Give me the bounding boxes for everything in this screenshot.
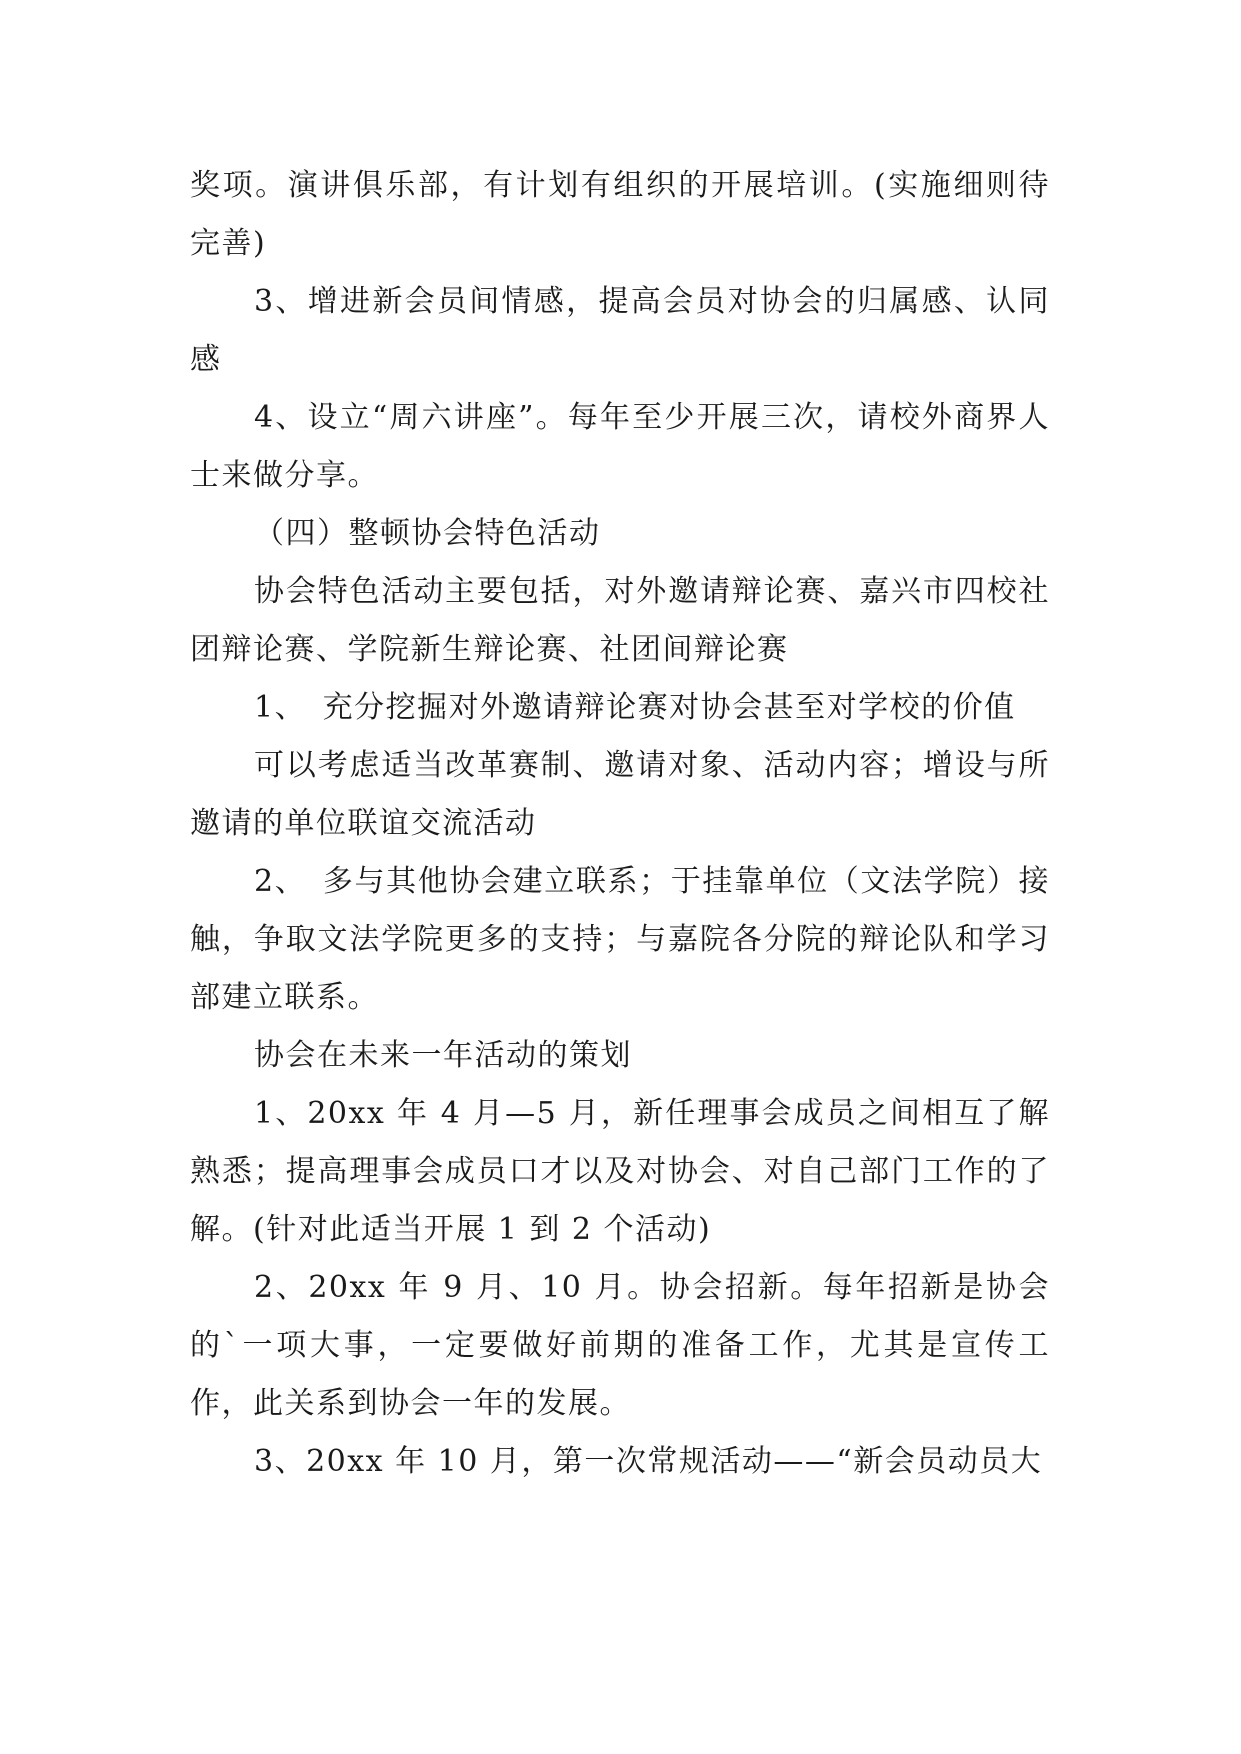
paragraph: 协会特色活动主要包括，对外邀请辩论赛、嘉兴市四校社团辩论赛、学院新生辩论赛、社团间辩论赛: [190, 574, 1050, 667]
paragraph: 协会在未来一年活动的策划: [254, 1038, 632, 1073]
paragraph: 2、 多与其他协会建立联系；于挂靠单位（文法学院）接触，争取文法学院更多的支持；与嘉院各分院的辩论队和学习部建立联系。: [190, 864, 1050, 1015]
paragraph: 3、增进新会员间情感，提高会员对协会的归属感、认同感: [190, 284, 1050, 377]
paragraph: 奖项。演讲俱乐部，有计划有组织的开展培训。(实施细则待完善): [190, 168, 1050, 261]
paragraph: 1、20xx 年 4 月—5 月，新任理事会成员之间相互了解熟悉；提高理事会成员口才以及对协会、对自己部门工作的了解。(针对此适当开展 1 到 2 个活动): [190, 1096, 1050, 1247]
paragraph: 2、20xx 年 9 月、10 月。协会招新。每年招新是协会的`一项大事，一定要做好前期的准备工作，尤其是宣传工作，此关系到协会一年的发展。: [190, 1270, 1050, 1421]
body-text: [190, 157, 1050, 1491]
paragraph: 4、设立“周六讲座”。每年至少开展三次，请校外商界人士来做分享。: [190, 400, 1050, 493]
paragraph: 可以考虑适当改革赛制、邀请对象、活动内容；增设与所邀请的单位联谊交流活动: [190, 748, 1050, 841]
paragraph: 3、20xx 年 10 月，第一次常规活动——“新会员动员大: [254, 1444, 1043, 1479]
paragraph: 1、 充分挖掘对外邀请辩论赛对协会甚至对学校的价值: [254, 690, 1016, 725]
section-heading: （四）整顿协会特色活动: [254, 516, 601, 551]
